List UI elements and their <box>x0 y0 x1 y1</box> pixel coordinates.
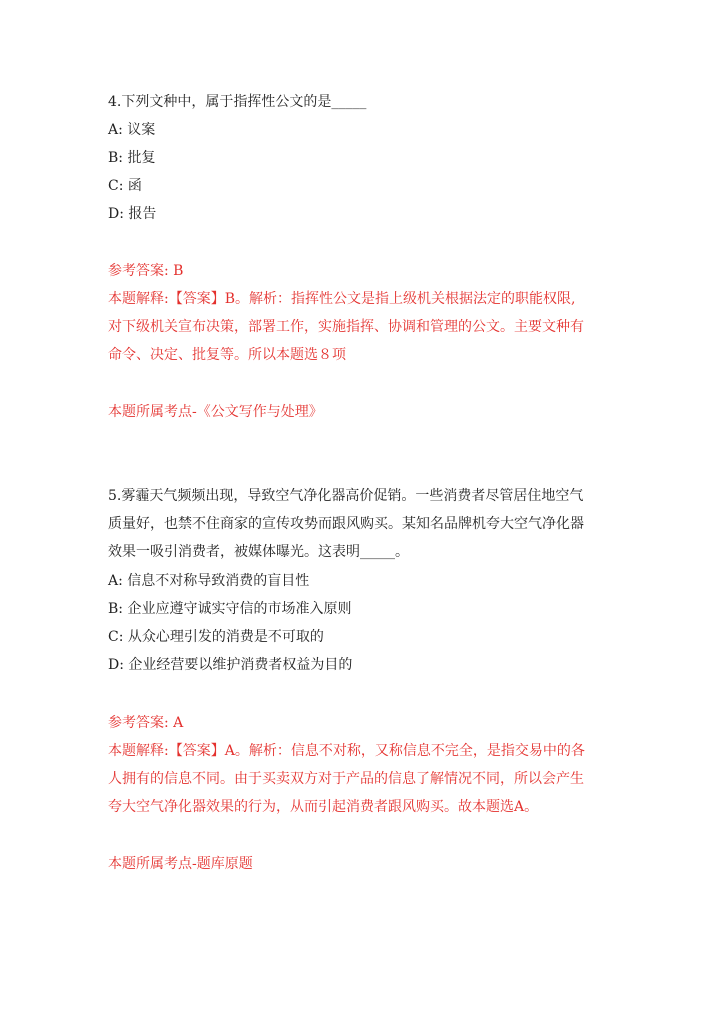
question-5-answer: 参考答案: A <box>108 715 184 731</box>
question-5-explanation-line-2: 人拥有的信息不同。由于买卖双方对于产品的信息了解情况不同，所以会产生 <box>108 771 584 787</box>
question-5-stem-line-1: 5.雾霾天气频频出现，导致空气净化器高价促销。一些消费者尽管居住地空气 <box>108 488 584 504</box>
question-4-option-d: D: 报告 <box>108 206 157 222</box>
question-5-option-a: A: 信息不对称导致消费的盲目性 <box>108 573 310 589</box>
question-5-option-b: B: 企业应遵守诚实守信的市场准入原则 <box>108 601 352 617</box>
question-5-explanation-line-3: 夸大空气净化器效果的行为，从而引起消费者跟风购买。故本题选A。 <box>108 799 539 815</box>
question-4-explanation-line-2: 对下级机关宣布决策，部署工作，实施指挥、协调和管理的公文。主要文种有 <box>108 319 584 335</box>
question-4-option-b: B: 批复 <box>108 150 156 166</box>
question-4-option-a: A: 议案 <box>108 122 156 138</box>
question-4-explanation-line-3: 命令、决定、批复等。所以本题选８项 <box>108 347 346 363</box>
question-5-option-d: D: 企业经营要以维护消费者权益为目的 <box>108 657 353 673</box>
question-5-option-c: C: 从众心理引发的消费是不可取的 <box>108 629 324 645</box>
question-4-option-c: C: 函 <box>108 178 142 194</box>
question-4-explanation-line-1: 本题解释:【答案】B。解析：指挥性公文是指上级机关根据法定的职能权限, <box>108 291 576 307</box>
question-5-topic: 本题所属考点-题库原题 <box>108 856 253 872</box>
question-4-topic: 本题所属考点-《公文写作与处理》 <box>108 404 323 420</box>
question-5-stem-line-2: 质量好，也禁不住商家的宣传攻势而跟风购买。某知名品牌机夸大空气净化器 <box>108 516 584 532</box>
question-5-stem-line-3: 效果一吸引消费者，被媒体曝光。这表明_____。 <box>108 544 409 560</box>
question-5-explanation-line-1: 本题解释:【答案】A。解析：信息不对称，又称信息不完全，是指交易中的各 <box>108 743 585 759</box>
question-4-answer: 参考答案: B <box>108 263 184 279</box>
question-4-stem: 4.下列文种中，属于指挥性公文的是_____ <box>108 94 367 110</box>
